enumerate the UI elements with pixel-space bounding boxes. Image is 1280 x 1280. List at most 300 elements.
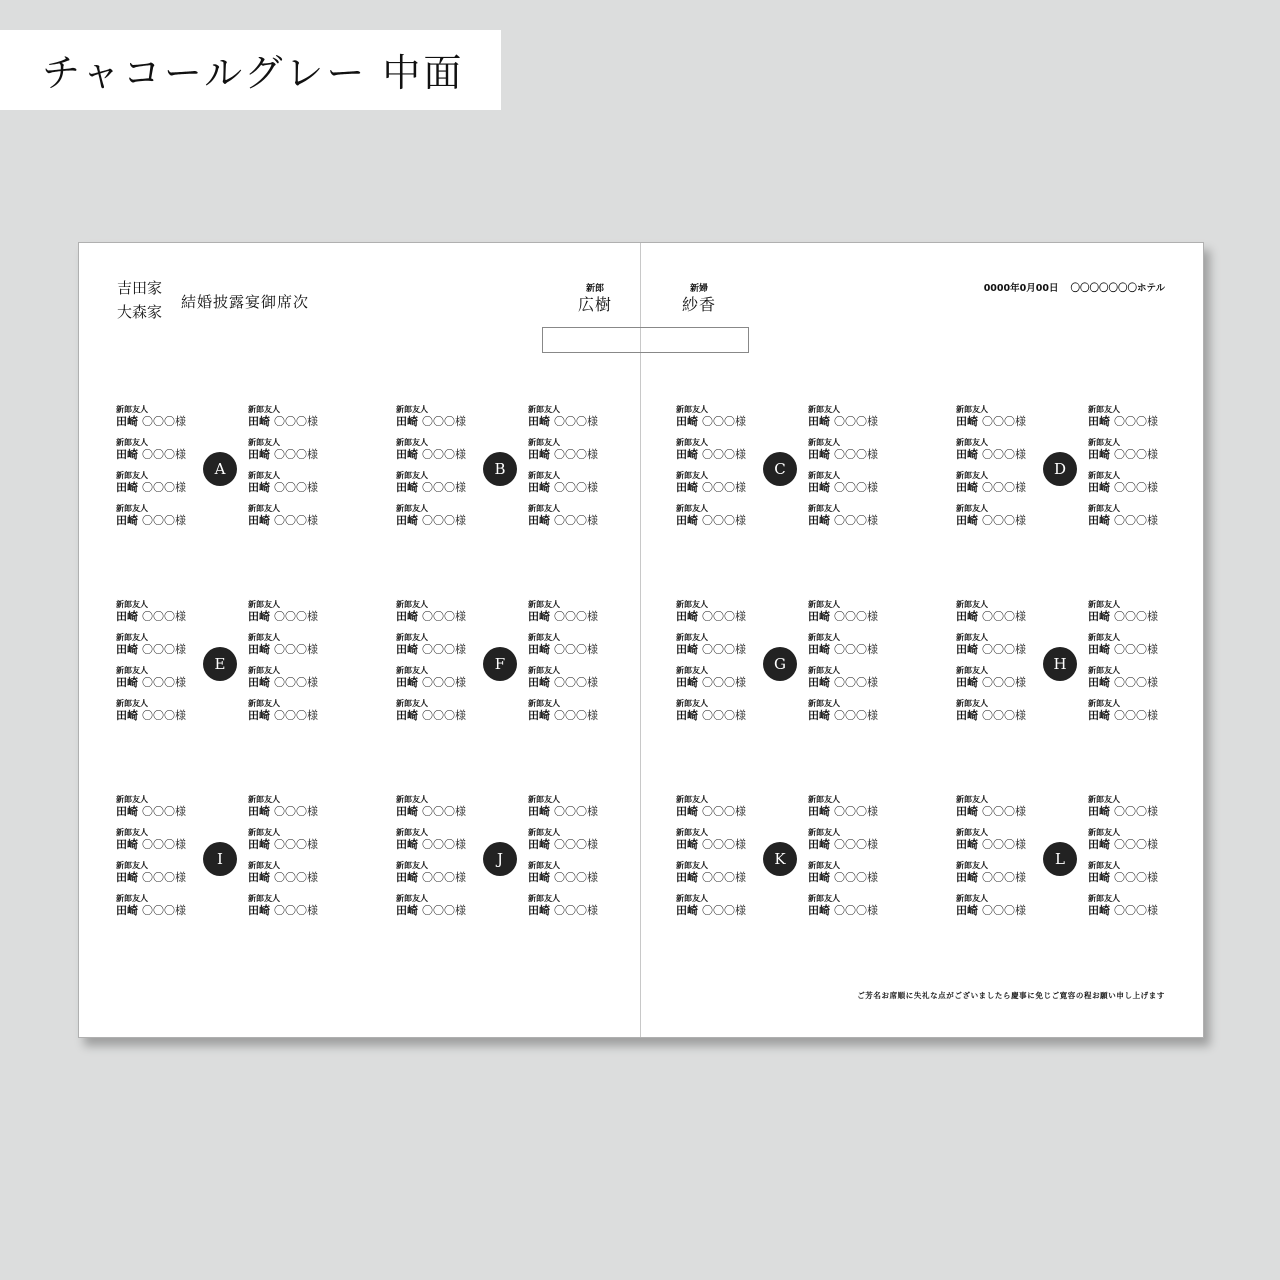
- guest-given-name: 〇〇〇様: [702, 481, 746, 494]
- guest-relation: 新郎友人: [116, 504, 148, 513]
- seating-chart-sheet: [78, 242, 1204, 1038]
- guest-name: [1088, 805, 1168, 818]
- guest-given-name: 〇〇〇様: [982, 415, 1026, 428]
- guest-surname: 田崎: [676, 676, 698, 689]
- guest-relation: 新郎友人: [808, 795, 840, 804]
- guest-name: [676, 904, 756, 917]
- guest-surname: 田崎: [396, 871, 418, 884]
- guest-relation: 新郎友人: [956, 666, 988, 675]
- guest-surname: 田崎: [248, 805, 270, 818]
- guest-seat: [956, 699, 1036, 722]
- guest-name: [116, 448, 196, 461]
- guest-given-name: 〇〇〇様: [702, 643, 746, 656]
- guest-surname: 田崎: [528, 709, 550, 722]
- guest-surname: 田崎: [676, 871, 698, 884]
- guest-name: [116, 904, 196, 917]
- guest-name: [676, 676, 756, 689]
- guest-surname: 田崎: [528, 415, 550, 428]
- guest-surname: 田崎: [396, 709, 418, 722]
- guest-name: [116, 676, 196, 689]
- guest-name: [248, 415, 328, 428]
- guest-surname: 田崎: [528, 904, 550, 917]
- table-group-i: [116, 795, 326, 920]
- guest-relation: 新郎友人: [676, 633, 708, 642]
- guest-surname: 田崎: [956, 643, 978, 656]
- guest-relation: 新郎友人: [248, 894, 280, 903]
- guest-seat: [396, 699, 476, 722]
- table-marker-d: D: [1043, 452, 1077, 486]
- guest-seat: [1088, 600, 1168, 623]
- guest-given-name: 〇〇〇様: [834, 805, 878, 818]
- guest-surname: 田崎: [956, 415, 978, 428]
- guest-relation: 新郎友人: [956, 405, 988, 414]
- guest-name: [808, 838, 888, 851]
- guest-name: [116, 610, 196, 623]
- guest-relation: 新郎友人: [528, 795, 560, 804]
- guest-given-name: 〇〇〇様: [982, 481, 1026, 494]
- guest-relation: 新郎友人: [396, 405, 428, 414]
- guest-relation: 新郎友人: [248, 504, 280, 513]
- guest-surname: 田崎: [808, 871, 830, 884]
- guest-relation: 新郎友人: [396, 861, 428, 870]
- guest-surname: 田崎: [1088, 448, 1110, 461]
- guest-name: [808, 610, 888, 623]
- guest-relation: 新郎友人: [396, 828, 428, 837]
- guest-seat: [956, 633, 1036, 656]
- guest-surname: 田崎: [1088, 805, 1110, 818]
- guest-given-name: 〇〇〇様: [142, 805, 186, 818]
- guest-name: [528, 805, 608, 818]
- guest-given-name: 〇〇〇様: [554, 838, 598, 851]
- guest-surname: 田崎: [956, 871, 978, 884]
- guest-surname: 田崎: [808, 481, 830, 494]
- guest-given-name: 〇〇〇様: [834, 643, 878, 656]
- guest-name: [1088, 514, 1168, 527]
- guest-seat: [1088, 504, 1168, 527]
- guest-surname: 田崎: [116, 481, 138, 494]
- guest-seat: [1088, 861, 1168, 884]
- guest-given-name: 〇〇〇様: [982, 709, 1026, 722]
- guest-name: [396, 871, 476, 884]
- guest-surname: 田崎: [248, 415, 270, 428]
- event-title: 結婚披露宴御席次: [181, 293, 310, 311]
- guest-seat: [956, 438, 1036, 461]
- guest-relation: 新郎友人: [676, 471, 708, 480]
- guest-name: [248, 448, 328, 461]
- guest-seat: [1088, 471, 1168, 494]
- guest-seat: [528, 600, 608, 623]
- guest-given-name: 〇〇〇様: [422, 838, 466, 851]
- guest-surname: 田崎: [808, 448, 830, 461]
- guest-given-name: 〇〇〇様: [1114, 871, 1158, 884]
- guest-surname: 田崎: [676, 838, 698, 851]
- guest-surname: 田崎: [1088, 481, 1110, 494]
- guest-name: [528, 610, 608, 623]
- guest-name: [248, 805, 328, 818]
- guest-seat: [248, 633, 328, 656]
- guest-name: [528, 676, 608, 689]
- guest-relation: 新郎友人: [956, 438, 988, 447]
- event-date: 0000年0月00日: [983, 283, 1059, 294]
- guest-seat: [248, 600, 328, 623]
- guest-seat: [396, 504, 476, 527]
- guest-given-name: 〇〇〇様: [274, 610, 318, 623]
- guest-name: [956, 805, 1036, 818]
- guest-given-name: 〇〇〇様: [274, 415, 318, 428]
- guest-seat: [396, 666, 476, 689]
- table-group-c: [676, 405, 886, 530]
- table-group-b: [396, 405, 606, 530]
- guest-seat: [116, 666, 196, 689]
- guest-surname: 田崎: [676, 805, 698, 818]
- guest-relation: 新郎友人: [808, 600, 840, 609]
- guest-given-name: 〇〇〇様: [982, 448, 1026, 461]
- guest-surname: 田崎: [956, 805, 978, 818]
- guest-surname: 田崎: [116, 676, 138, 689]
- guest-given-name: 〇〇〇様: [834, 610, 878, 623]
- guest-seat: [808, 471, 888, 494]
- guest-surname: 田崎: [1088, 643, 1110, 656]
- table-group-d: [956, 405, 1166, 530]
- table-group-e: [116, 600, 326, 725]
- guest-surname: 田崎: [528, 643, 550, 656]
- guest-name: [528, 904, 608, 917]
- guest-name: [808, 514, 888, 527]
- center-fold-line: [640, 243, 641, 1037]
- guest-seat: [116, 504, 196, 527]
- guest-given-name: 〇〇〇様: [422, 448, 466, 461]
- guest-surname: 田崎: [676, 448, 698, 461]
- guest-relation: 新郎友人: [528, 828, 560, 837]
- guest-surname: 田崎: [248, 838, 270, 851]
- guest-seat: [676, 666, 756, 689]
- guest-given-name: 〇〇〇様: [274, 838, 318, 851]
- guest-surname: 田崎: [808, 415, 830, 428]
- guest-given-name: 〇〇〇様: [982, 805, 1026, 818]
- guest-seat: [116, 699, 196, 722]
- guest-seat: [396, 861, 476, 884]
- guest-surname: 田崎: [396, 643, 418, 656]
- guest-name: [676, 481, 756, 494]
- guest-seat: [528, 699, 608, 722]
- guest-given-name: 〇〇〇様: [274, 643, 318, 656]
- guest-relation: 新郎友人: [248, 438, 280, 447]
- guest-name: [396, 676, 476, 689]
- guest-name: [808, 676, 888, 689]
- guest-given-name: 〇〇〇様: [274, 676, 318, 689]
- guest-given-name: 〇〇〇様: [554, 514, 598, 527]
- guest-relation: 新郎友人: [116, 405, 148, 414]
- guest-seat: [676, 600, 756, 623]
- guest-name: [396, 415, 476, 428]
- guest-given-name: 〇〇〇様: [422, 610, 466, 623]
- guest-name: [956, 481, 1036, 494]
- guest-given-name: 〇〇〇様: [142, 448, 186, 461]
- guest-relation: 新郎友人: [676, 438, 708, 447]
- family-name-2: 大森家: [117, 303, 163, 321]
- guest-relation: 新郎友人: [956, 699, 988, 708]
- guest-surname: 田崎: [956, 904, 978, 917]
- guest-name: [396, 514, 476, 527]
- guest-surname: 田崎: [676, 904, 698, 917]
- guest-relation: 新郎友人: [528, 471, 560, 480]
- guest-given-name: 〇〇〇様: [1114, 709, 1158, 722]
- guest-name: [248, 643, 328, 656]
- guest-relation: 新郎友人: [248, 699, 280, 708]
- guest-name: [116, 415, 196, 428]
- guest-surname: 田崎: [676, 709, 698, 722]
- guest-seat: [676, 504, 756, 527]
- guest-surname: 田崎: [1088, 871, 1110, 884]
- guest-seat: [528, 795, 608, 818]
- guest-surname: 田崎: [116, 871, 138, 884]
- guest-relation: 新郎友人: [956, 471, 988, 480]
- guest-seat: [248, 438, 328, 461]
- guest-name: [956, 448, 1036, 461]
- guest-relation: 新郎友人: [1088, 405, 1120, 414]
- guest-relation: 新郎友人: [676, 405, 708, 414]
- guest-name: [808, 415, 888, 428]
- guest-relation: 新郎友人: [116, 894, 148, 903]
- guest-surname: 田崎: [956, 709, 978, 722]
- guest-surname: 田崎: [248, 481, 270, 494]
- guest-relation: 新郎友人: [1088, 471, 1120, 480]
- guest-seat: [116, 795, 196, 818]
- guest-seat: [676, 828, 756, 851]
- table-marker-k: K: [763, 842, 797, 876]
- guest-name: [396, 643, 476, 656]
- guest-name: [956, 514, 1036, 527]
- guest-name: [116, 709, 196, 722]
- guest-seat: [808, 828, 888, 851]
- guest-seat: [808, 405, 888, 428]
- guest-given-name: 〇〇〇様: [142, 904, 186, 917]
- guest-relation: 新郎友人: [396, 504, 428, 513]
- guest-relation: 新郎友人: [956, 861, 988, 870]
- guest-given-name: 〇〇〇様: [274, 448, 318, 461]
- guest-name: [248, 904, 328, 917]
- guest-relation: 新郎友人: [248, 861, 280, 870]
- guest-relation: 新郎友人: [956, 828, 988, 837]
- guest-surname: 田崎: [676, 415, 698, 428]
- date-venue: [972, 280, 1165, 294]
- guest-name: [528, 643, 608, 656]
- guest-surname: 田崎: [808, 904, 830, 917]
- bride: [673, 283, 725, 315]
- guest-surname: 田崎: [1088, 838, 1110, 851]
- guest-relation: 新郎友人: [396, 633, 428, 642]
- guest-seat: [956, 405, 1036, 428]
- guest-surname: 田崎: [248, 514, 270, 527]
- guest-seat: [396, 795, 476, 818]
- guest-name: [396, 904, 476, 917]
- guest-seat: [248, 828, 328, 851]
- guest-given-name: 〇〇〇様: [982, 514, 1026, 527]
- guest-name: [676, 709, 756, 722]
- guest-given-name: 〇〇〇様: [554, 805, 598, 818]
- guest-relation: 新郎友人: [528, 600, 560, 609]
- guest-given-name: 〇〇〇様: [702, 709, 746, 722]
- guest-name: [1088, 610, 1168, 623]
- guest-given-name: 〇〇〇様: [422, 676, 466, 689]
- guest-surname: 田崎: [396, 904, 418, 917]
- guest-surname: 田崎: [528, 514, 550, 527]
- guest-surname: 田崎: [676, 481, 698, 494]
- guest-surname: 田崎: [528, 676, 550, 689]
- guest-given-name: 〇〇〇様: [554, 709, 598, 722]
- guest-given-name: 〇〇〇様: [554, 676, 598, 689]
- guest-seat: [808, 504, 888, 527]
- guest-surname: 田崎: [248, 709, 270, 722]
- table-group-a: [116, 405, 326, 530]
- guest-surname: 田崎: [808, 838, 830, 851]
- guest-seat: [956, 894, 1036, 917]
- guest-relation: 新郎友人: [396, 600, 428, 609]
- guest-seat: [956, 504, 1036, 527]
- guest-name: [116, 514, 196, 527]
- guest-name: [1088, 643, 1168, 656]
- table-marker-j: J: [483, 842, 517, 876]
- guest-given-name: 〇〇〇様: [422, 805, 466, 818]
- guest-seat: [396, 633, 476, 656]
- guest-relation: 新郎友人: [1088, 894, 1120, 903]
- guest-seat: [956, 828, 1036, 851]
- guest-given-name: 〇〇〇様: [422, 904, 466, 917]
- guest-relation: 新郎友人: [676, 600, 708, 609]
- guest-given-name: 〇〇〇様: [422, 481, 466, 494]
- guest-relation: 新郎友人: [396, 894, 428, 903]
- guest-given-name: 〇〇〇様: [834, 838, 878, 851]
- guest-relation: 新郎友人: [116, 795, 148, 804]
- guest-given-name: 〇〇〇様: [834, 448, 878, 461]
- guest-relation: 新郎友人: [528, 438, 560, 447]
- guest-given-name: 〇〇〇様: [1114, 676, 1158, 689]
- guest-seat: [528, 633, 608, 656]
- guest-seat: [248, 861, 328, 884]
- guest-name: [676, 514, 756, 527]
- guest-given-name: 〇〇〇様: [1114, 643, 1158, 656]
- guest-relation: 新郎友人: [248, 471, 280, 480]
- guest-relation: 新郎友人: [676, 699, 708, 708]
- guest-given-name: 〇〇〇様: [834, 676, 878, 689]
- guest-surname: 田崎: [396, 610, 418, 623]
- guest-surname: 田崎: [528, 871, 550, 884]
- guest-name: [956, 838, 1036, 851]
- guest-name: [396, 448, 476, 461]
- guest-given-name: 〇〇〇様: [554, 871, 598, 884]
- guest-seat: [116, 894, 196, 917]
- table-marker-i: I: [203, 842, 237, 876]
- guest-given-name: 〇〇〇様: [274, 904, 318, 917]
- guest-surname: 田崎: [676, 643, 698, 656]
- guest-name: [116, 805, 196, 818]
- guest-given-name: 〇〇〇様: [982, 643, 1026, 656]
- guest-name: [676, 610, 756, 623]
- guest-relation: 新郎友人: [528, 699, 560, 708]
- guest-surname: 田崎: [1088, 415, 1110, 428]
- guest-surname: 田崎: [248, 676, 270, 689]
- guest-seat: [116, 471, 196, 494]
- table-group-g: [676, 600, 886, 725]
- bride-name: 紗香: [681, 295, 716, 314]
- guest-given-name: 〇〇〇様: [982, 676, 1026, 689]
- guest-surname: 田崎: [116, 415, 138, 428]
- guest-relation: 新郎友人: [676, 795, 708, 804]
- guest-seat: [808, 861, 888, 884]
- guest-surname: 田崎: [956, 481, 978, 494]
- guest-surname: 田崎: [808, 643, 830, 656]
- guest-name: [396, 805, 476, 818]
- guest-relation: 新郎友人: [676, 894, 708, 903]
- guest-name: [1088, 838, 1168, 851]
- guest-name: [248, 610, 328, 623]
- guest-seat: [1088, 894, 1168, 917]
- table-group-f: [396, 600, 606, 725]
- table-marker-a: A: [203, 452, 237, 486]
- guest-given-name: 〇〇〇様: [422, 709, 466, 722]
- guest-seat: [248, 666, 328, 689]
- guest-seat: [1088, 699, 1168, 722]
- guest-given-name: 〇〇〇様: [1114, 805, 1158, 818]
- guest-relation: 新郎友人: [808, 405, 840, 414]
- guest-surname: 田崎: [116, 805, 138, 818]
- guest-given-name: 〇〇〇様: [554, 904, 598, 917]
- guest-name: [248, 709, 328, 722]
- guest-surname: 田崎: [676, 610, 698, 623]
- guest-given-name: 〇〇〇様: [422, 514, 466, 527]
- guest-surname: 田崎: [248, 871, 270, 884]
- guest-surname: 田崎: [956, 514, 978, 527]
- guest-given-name: 〇〇〇様: [554, 610, 598, 623]
- guest-name: [808, 805, 888, 818]
- guest-relation: 新郎友人: [116, 666, 148, 675]
- guest-relation: 新郎友人: [676, 666, 708, 675]
- guest-given-name: 〇〇〇様: [422, 643, 466, 656]
- guest-seat: [396, 600, 476, 623]
- table-marker-g: G: [763, 647, 797, 681]
- guest-given-name: 〇〇〇様: [142, 709, 186, 722]
- guest-relation: 新郎友人: [808, 666, 840, 675]
- guest-given-name: 〇〇〇様: [834, 514, 878, 527]
- guest-given-name: 〇〇〇様: [1114, 904, 1158, 917]
- guest-surname: 田崎: [676, 514, 698, 527]
- guest-relation: 新郎友人: [676, 504, 708, 513]
- table-marker-c: C: [763, 452, 797, 486]
- guest-given-name: 〇〇〇様: [702, 676, 746, 689]
- guest-name: [676, 805, 756, 818]
- guest-surname: 田崎: [808, 676, 830, 689]
- table-marker-l: L: [1043, 842, 1077, 876]
- guest-surname: 田崎: [808, 514, 830, 527]
- guest-given-name: 〇〇〇様: [982, 610, 1026, 623]
- guest-surname: 田崎: [248, 643, 270, 656]
- guest-seat: [248, 894, 328, 917]
- guest-relation: 新郎友人: [1088, 438, 1120, 447]
- guest-seat: [676, 894, 756, 917]
- guest-name: [956, 676, 1036, 689]
- footer-note: ご芳名お席順に失礼な点がございましたら慶事に免じご寛容の程お願い申し上げます: [857, 991, 1165, 1000]
- guest-given-name: 〇〇〇様: [702, 904, 746, 917]
- guest-name: [676, 415, 756, 428]
- guest-relation: 新郎友人: [248, 828, 280, 837]
- variant-label: [0, 30, 501, 110]
- guest-relation: 新郎友人: [116, 861, 148, 870]
- guest-seat: [1088, 828, 1168, 851]
- guest-relation: 新郎友人: [396, 438, 428, 447]
- guest-name: [248, 838, 328, 851]
- guest-given-name: 〇〇〇様: [142, 415, 186, 428]
- guest-name: [808, 448, 888, 461]
